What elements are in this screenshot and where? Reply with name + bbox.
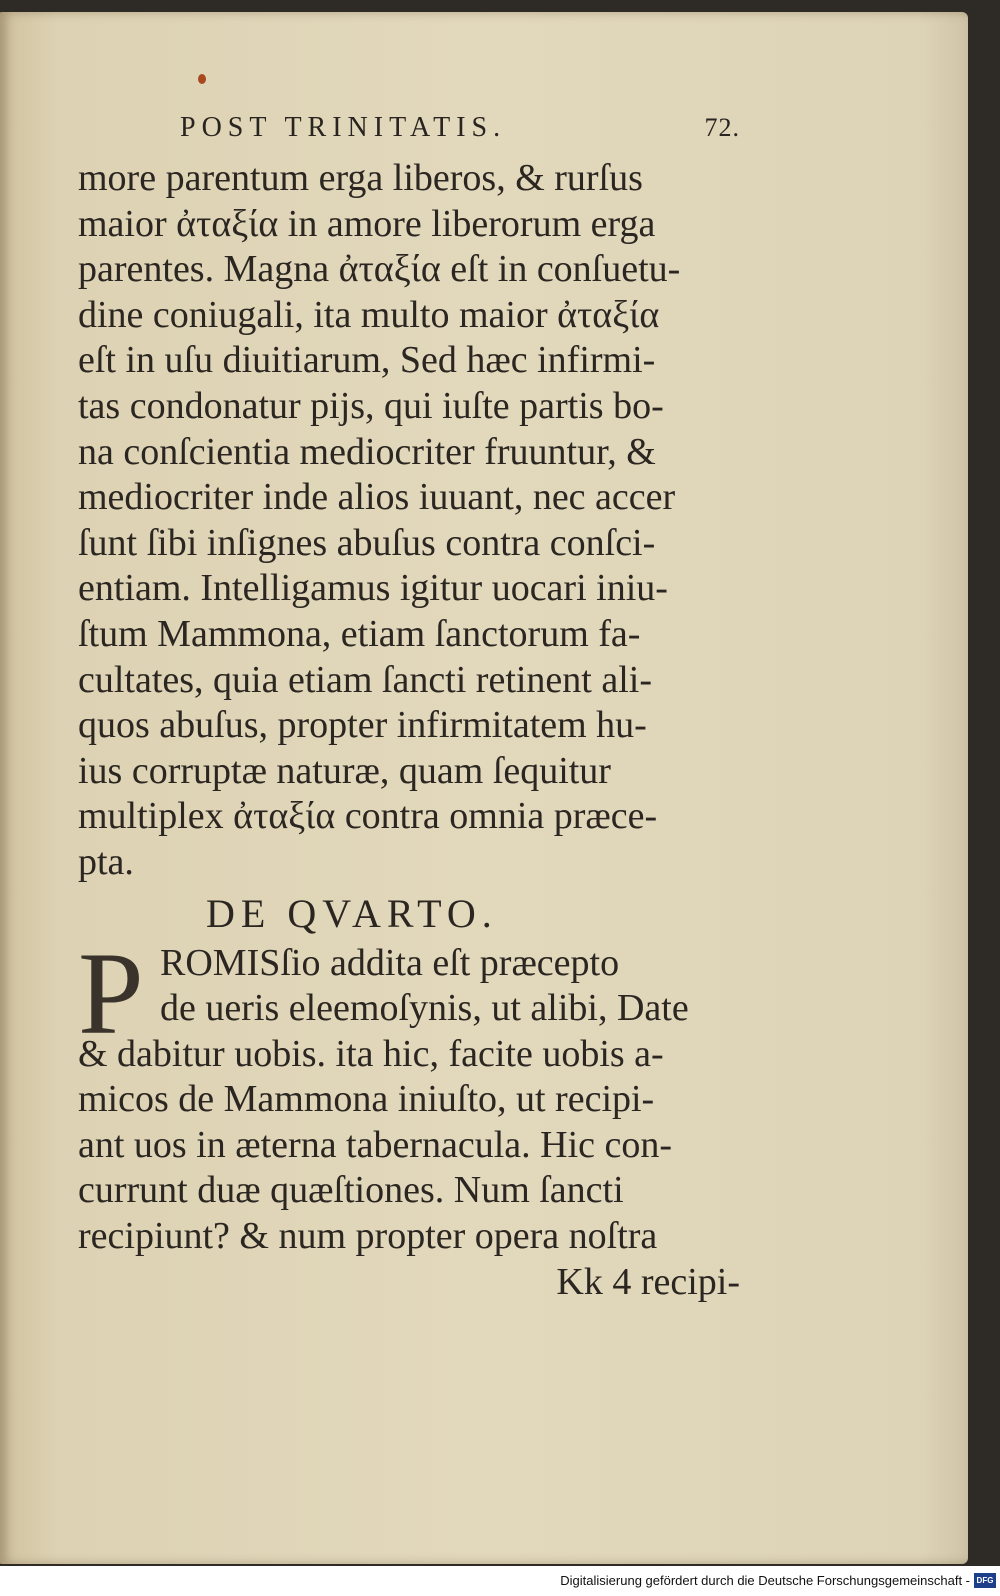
- text-line: currunt duæ quæſtiones. Num ſancti: [78, 1169, 624, 1212]
- text-line: ius corruptæ naturæ, quam ſequitur: [78, 749, 611, 792]
- text-line: recipiunt? & num propter opera noſtra: [78, 1215, 658, 1258]
- text-line: ant uos in æterna tabernacula. Hic con-: [78, 1123, 673, 1166]
- text-line: ſtum Mammona, etiam ſanctorum fa-: [78, 612, 641, 655]
- funding-credit: Digitalisierung gefördert durch die Deutsche Forschungsgemeinschaft -: [560, 1573, 970, 1588]
- text-line: multiplex ἀταξία contra omnia præce-: [78, 795, 658, 838]
- text-line: mediocriter inde alios iuuant, nec accer: [78, 476, 676, 519]
- dfg-logo: DFG: [974, 1573, 996, 1588]
- text-line: de ueris eleemoſynis, ut alibi, Date: [160, 987, 689, 1030]
- ink-stain: [198, 74, 206, 84]
- digitization-footer: [0, 1566, 1000, 1596]
- text-line: maior ἀταξία in amore liberorum erga: [78, 202, 656, 245]
- text-line: more parentum erga liberos, & rurſus: [78, 157, 643, 199]
- text-line: ROMISſio addita eſt præcepto: [160, 941, 620, 984]
- folio-number: 72.: [704, 113, 740, 142]
- running-title: POST TRINITATIS.: [180, 112, 507, 143]
- text-line: micos de Mammona iniuſto, ut recipi-: [78, 1078, 655, 1121]
- text-line: parentes. Magna ἀταξία eſt in conſuetu-: [78, 248, 681, 291]
- text-line: entiam. Intelligamus igitur uocari iniu-: [78, 567, 668, 610]
- drop-cap-initial: P: [78, 927, 144, 1059]
- text-line: cultates, quia etiam ſancti retinent ali-: [78, 658, 652, 701]
- running-head: [180, 112, 740, 144]
- text-line: pta.: [78, 840, 134, 883]
- text-line: eſt in uſu diuitiarum, Sed hæc infirmi-: [78, 339, 656, 382]
- text-line: quos abuſus, propter infirmitatem hu-: [78, 704, 647, 747]
- text-line: ſunt ſibi inſignes abuſus contra conſci-: [78, 521, 656, 564]
- page-body: [78, 156, 758, 1305]
- text-line: & dabitur uobis. ita hic, facite uobis a-: [78, 1032, 664, 1075]
- section-heading: DE QVARTO.: [206, 890, 498, 936]
- catchword-line: Kk 4 recipi-: [556, 1260, 740, 1303]
- section-paragraph: [78, 927, 758, 1306]
- text-line: tas condonatur pijs, qui iuſte partis bo-: [78, 384, 664, 427]
- text-line: na conſcientia mediocriter fruuntur, &: [78, 430, 656, 473]
- text-line: dine coniugali, ita multo maior ἀταξία: [78, 293, 660, 336]
